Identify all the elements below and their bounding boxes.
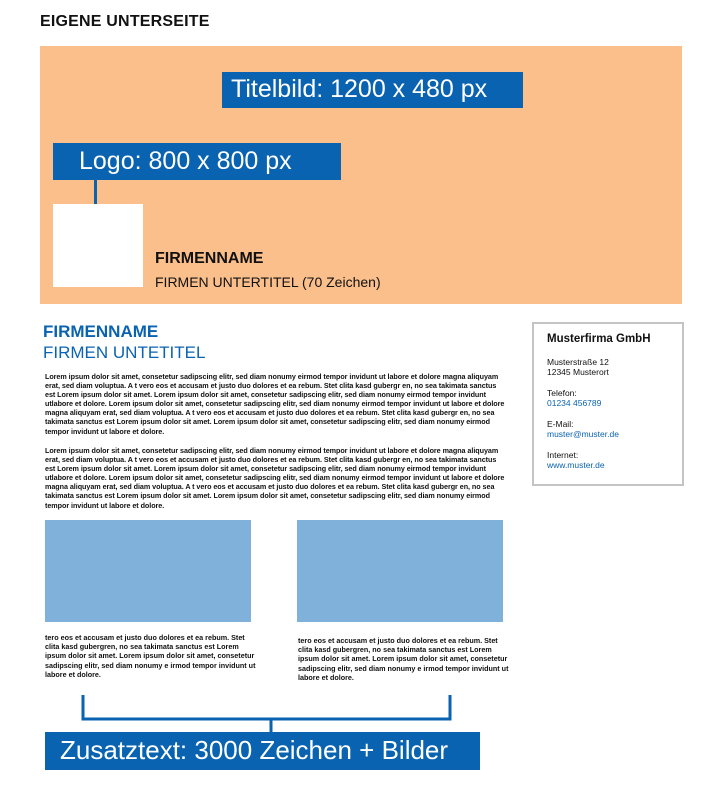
contact-email-label: E-Mail: [547, 419, 574, 429]
contact-email-link[interactable]: muster@muster.de [547, 429, 619, 439]
page-title: EIGENE UNTERSEITE [40, 13, 210, 30]
contact-company-name: Musterfirma GmbH [547, 333, 651, 345]
contact-phone-label: Telefon: [547, 388, 577, 398]
logo-size-label: Logo: 800 x 800 px [53, 143, 341, 180]
main-company-subtitle: FIRMEN UNTETITEL [43, 343, 206, 362]
banner-company-name: FIRMENNAME [155, 250, 264, 267]
body-paragraph-1: Lorem ipsum dolor sit amet, consetetur sadipscing elitr, sed diam nonumy eirmod tempor invidunt ut labore et dolore magna aliquyam erat, sed diam voluptua. A t vero eos et accusam et justo duo dolores et ea rebum. Stet clita kasd gubergr en, no sea takimata sanctus est Lorem ipsum dolor sit amet. Lorem ipsum dolor sit amet, consetetur sadipscing elitr, sed diam nonumy eirmod tempor invidunt utlabore et dolore. Lorem ipsum dolor sit amet, consetetur sadipscing elitr, sed diam nonumy eirmod tempor invidunt ut labore et dolore magna aliquyam erat, sed diam voluptua. A t vero eos et accusam et justo duo dolores et ea rebum. Stet clita kasd gubergr en, no sea takimata sanctus est Lorem ipsum dolor sit amet. Lorem ipsum dolor sit amet, consetetur sadipscing elitr, sed diam nonumy eirmod tempor invidunt ut labore et dolore. [45, 372, 505, 436]
main-company-name: FIRMENNAME [43, 322, 159, 341]
image-caption-1: tero eos et accusam et justo duo dolores et ea rebum. Stet clita kasd gubergren, no sea takimata sanctus est Lorem ipsum dolor sit amet. Lorem ipsum dolor sit amet, consetetur sadipscing elitr, sed diam nonumy e irmod tempor invidunt ut labore et dolore. [45, 633, 256, 679]
banner-company-subtitle: FIRMEN UNTERTITEL (70 Zeichen) [155, 274, 381, 290]
zusatz-bracket-line [83, 695, 450, 734]
title-image-size-label: Titelbild: 1200 x 480 px [222, 72, 523, 108]
contact-city: 12345 Musterort [547, 367, 609, 377]
contact-street: Musterstraße 12 [547, 357, 609, 367]
contact-web-link[interactable]: www.muster.de [547, 460, 605, 470]
body-paragraph-2: Lorem ipsum dolor sit amet, consetetur sadipscing elitr, sed diam nonumy eirmod tempor invidunt ut labore et dolore magna aliquyam erat, sed diam voluptua. A t vero eos et accusam et justo duo dolores et ea rebum. Stet clita kasd gubergr en, no sea takimata sanctus est Lorem ipsum dolor sit amet. Lorem ipsum dolor sit amet, consetetur sadipscing elitr, sed diam nonumy eirmod tempor invidunt utlabore et dolore. Lorem ipsum dolor sit amet, consetetur sadipscing elitr, sed diam nonumy eirmod tempor invidunt ut labore et dolore magna aliquyam erat, sed diam voluptua. A t vero eos et accusam et justo duo dolores et ea rebum. Stet clita kasd gubergr en, no sea takimata sanctus est Lorem ipsum dolor sit amet. Lorem ipsum dolor sit amet, consetetur sadipscing elitr, sed diam nonumy eirmod tempor invidunt ut labore et dolore. [45, 446, 505, 510]
additional-text-label: Zusatztext: 3000 Zeichen + Bilder [45, 732, 480, 770]
contact-web-label: Internet: [547, 450, 579, 460]
image-caption-2: tero eos et accusam et justo duo dolores et ea rebum. Stet clita kasd gubergren, no sea takimata sanctus est Lorem ipsum dolor sit amet. Lorem ipsum dolor sit amet, consetetur sadipscing elitr, sed diam nonumy e irmod tempor invidunt ut labore et dolore. [298, 636, 509, 682]
contact-phone-link[interactable]: 01234 456789 [547, 398, 602, 408]
